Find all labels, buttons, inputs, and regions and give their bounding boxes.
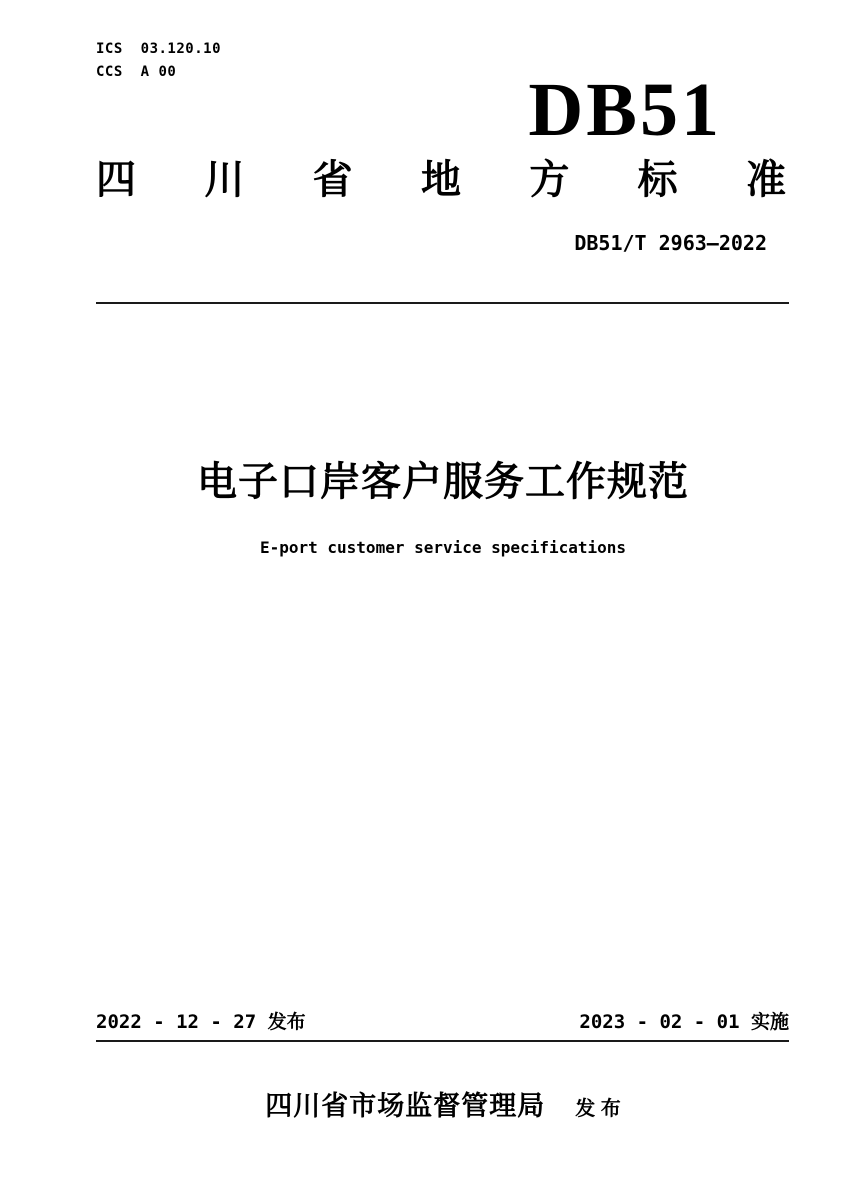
standard-name-row <box>96 160 786 200</box>
publisher-row <box>96 1090 790 1122</box>
implement-date: 2023 - 02 - 01 实施 <box>579 1011 789 1033</box>
ics-code: ICS 03.120.10 <box>96 41 222 57</box>
standard-number: DB51/T 2963—2022 <box>574 231 767 255</box>
standard-name-char: 方 <box>529 158 570 202</box>
ccs-code: CCS A 00 <box>96 64 177 80</box>
classification-codes <box>96 38 221 84</box>
document-title-chinese: 电子口岸客户服务工作规范 <box>197 460 689 504</box>
standard-name-char: 川 <box>204 158 245 202</box>
standard-name-char: 地 <box>420 158 461 202</box>
standard-name-char: 标 <box>637 158 678 202</box>
db51-logo: DB51 <box>528 68 722 152</box>
standard-name-char: 四 <box>96 158 136 202</box>
standard-name-char: 省 <box>312 158 353 202</box>
footer-divider-line <box>96 1040 789 1042</box>
publisher-name: 四川省市场监督管理局 <box>265 1091 546 1121</box>
header-divider-line <box>96 302 789 304</box>
issue-date: 2022 - 12 - 27 发布 <box>96 1011 306 1033</box>
dates-row <box>96 1011 789 1035</box>
publish-label: 发 布 <box>575 1098 621 1120</box>
document-title-english: E-port customer service specifications <box>259 538 627 557</box>
standard-name-char: 准 <box>745 158 786 202</box>
